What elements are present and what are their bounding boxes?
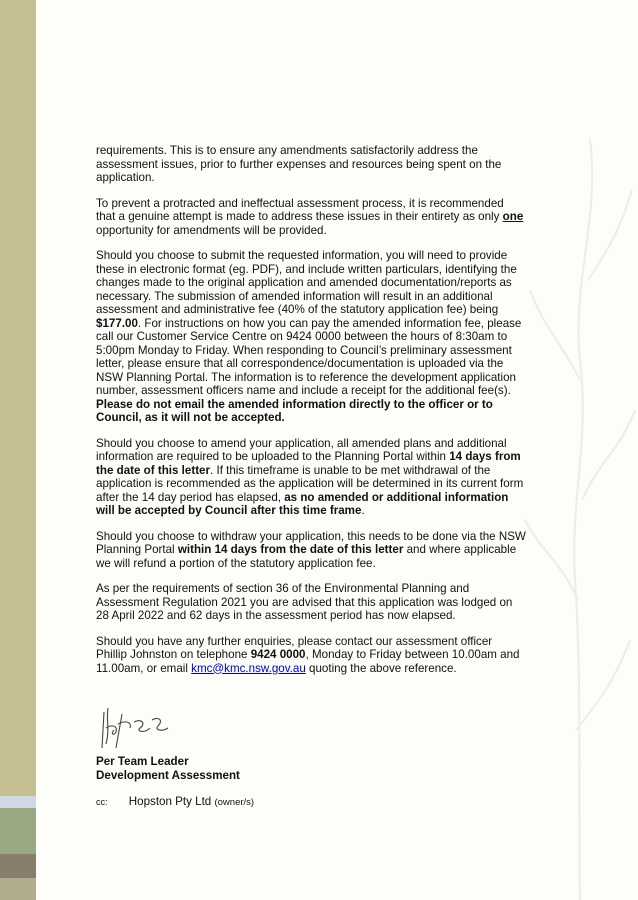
sidebar-band [0, 808, 36, 854]
text: Should you choose to amend your application, all amended plans and additional information are required to be uploaded to the Planning Portal within [96, 436, 507, 463]
paragraph-submit-info [96, 249, 526, 425]
paragraph-withdraw [96, 530, 526, 571]
paragraph-amendment-purpose [96, 144, 526, 185]
left-sidebar-decoration [0, 0, 36, 900]
tree-watermark [520, 80, 638, 900]
deadline-text: 14 days from the date of this letter [96, 450, 521, 477]
paragraph-enquiries [96, 635, 526, 676]
text: and where applicable we will refund a portion of the statutory application fee. [96, 543, 517, 570]
text: quoting the above reference. [305, 661, 457, 675]
text: . For instructions on how you can pay the amended information fee, please call our Customer Service Centre on 9424 0000 between the hours of 8:30am to 5:00pm Monday to Friday. When responding to Council’s preliminary assessment letter, please ensure that all correspondence/documentation is uploaded via the NSW Planning Portal. The information is to reference the development application number, assessment officers name and include a receipt for the additional fee(s). [96, 316, 522, 397]
emphasis-one: one [502, 210, 524, 223]
text: To prevent a protracted and ineffectual assessment process, it is recommended that a genuine attempt is made to address these issues in their entirety as only [96, 196, 504, 223]
fee-amount: $177.00 [96, 316, 138, 330]
letter-body [96, 144, 526, 687]
text: Should you have any further enquiries, please contact our assessment officer Phillip Johnston on telephone [96, 634, 493, 661]
phone-number: 9424 0000 [250, 648, 306, 661]
sidebar-band [0, 878, 36, 900]
paragraph-amend-application [96, 437, 526, 518]
cc-recipient: Hopston Pty Ltd [128, 795, 212, 808]
signoff-department: Development Assessment [96, 769, 240, 782]
sidebar-band [0, 854, 36, 878]
text: , Monday to Friday between 10.00am and 11.00am, or email [96, 648, 520, 675]
cc-role: (owner/s) [214, 797, 255, 808]
signoff-title: Per Team Leader [96, 755, 189, 768]
text: . [361, 504, 365, 517]
email-link[interactable]: kmc@kmc.nsw.gov.au [191, 661, 306, 675]
cc-line [96, 795, 254, 808]
cc-label: cc: [96, 797, 108, 807]
paragraph-regulation [96, 582, 526, 623]
paragraph-one-opportunity [96, 197, 526, 238]
text: opportunity for amendments will be provided. [96, 223, 327, 237]
text: As per the requirements of section 36 of the Environmental Planning and Assessment Regulation 2021 you are advised that this application was lodged on 28 April 2022 and 62 days in the assessment period has now elapsed. [96, 582, 513, 622]
warning-text: Please do not email the amended information directly to the officer or to Council, as it will not be accepted. [96, 397, 493, 424]
text: requirements. This is to ensure any amendments satisfactorily address the assessment issues, prior to further expenses and resources being spent on the application. [96, 144, 502, 184]
warning-text: as no amended or additional information will be accepted by Council after this time frame [96, 490, 509, 517]
deadline-text: within 14 days from the date of this letter [177, 543, 404, 556]
signature-image [96, 700, 176, 756]
signoff-block [96, 755, 240, 783]
sidebar-band [0, 796, 36, 808]
text: . If this timeframe is unable to be met withdrawal of the application is recommended as the application will be determined in its current form after the 14 day period has elapsed, [96, 463, 524, 504]
text: Should you choose to withdraw your application, this needs to be done via the NSW Planning Portal [96, 529, 526, 556]
text: Should you choose to submit the requested information, you will need to provide these in electronic format (eg. PDF), and include written particulars, identifying the changes made to the original application and amended documentation/reports as necessary. The submission of amended information will result in an additional assessment and administrative fee (40% of the statutory application fee) being [96, 249, 517, 316]
